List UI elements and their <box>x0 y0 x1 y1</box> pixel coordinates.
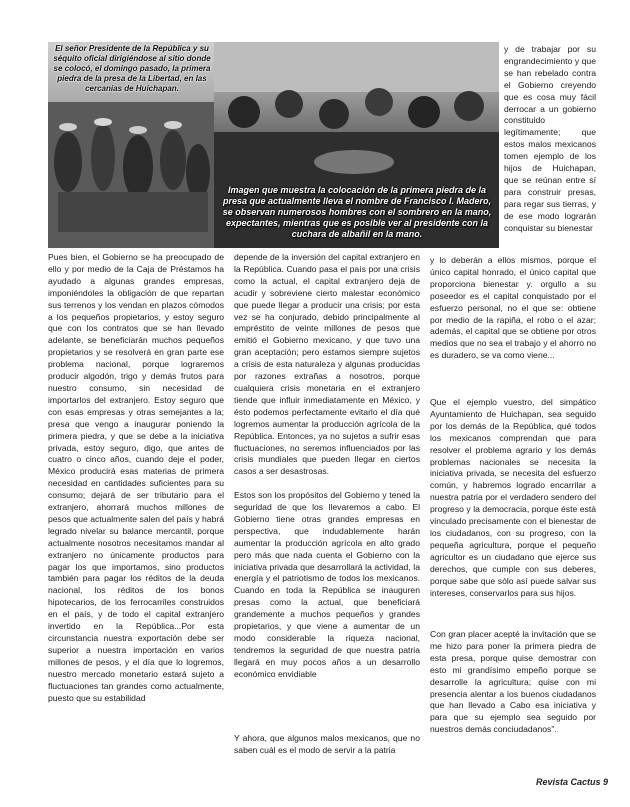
page-footer: Revista Cactus 9 <box>535 777 608 787</box>
article-column-3-paragraph-3: Con gran placer acepté la invitación que se me hizo para poner la primera piedra de esta presa, porque quise demostrar con esto mi grandísimo empeño porque se desarrolle la agricultura; quise con mi presencia alentar a los buenos ciudadanos que han llevado a Cabo esa iniciativa y para que su ejemplo sea seguido por nuestros demás conciudadanos". <box>430 629 596 735</box>
article-column-3-paragraph-1: y lo deberán a ellos mismos, porque el único capital honrado, el único capital que proporciona bienestar y. orgullo a su poseedor es el capital conquistado por el esfuerzo personal, no el que se: obtiene por medio de la rapiña, el robo o el azar; además, el capital que se obtiene por otros medios que no sea el trabajo y el ahorro no es duradero, se va como viene... <box>430 255 596 361</box>
article-column-3-paragraph-2: Que el ejemplo vuestro, del simpático Ayuntamiento de Huichapan, sea seguido por los demás de la República, qué todos los mexicanos comprendan que para resolver el problema agrario y los demás problemas nacionales se necesita la iniciativa privada, se necesita del esfuerzo común, y habremos logrado encarrilar a nuestra patria por el verdadero sendero del progreso y la democracia, porque éste está vinculado precisamente con el bienestar de los ciudadanos, con su progreso, con la pequeña agricultura, porque el pequeño agricultor es un ciudadano que ejerce sus derechos, que cumple con sus deberes, porque sabe que sólo así puede salvar sus intereses, conservarlos para sus hijos. <box>430 397 596 598</box>
article-column-1: Pues bien, el Gobierno se ha preocupado de ello y por medio de la Caja de Préstamos ha ayudado a algunas grandes empresas, imponiéndoles la obligación de que repartan sus terrenos y los vendan en plazos cómodos a los pequeños propietarios, y estoy seguro que con los contratos que se han llevado adelante, se beneficiarán muchos pequeños propietarios y se resolverá en gran parte ese problema nacional, porque lograremos producir algodón, trigo y demás frutos para nuestro consumo, sin necesidad de importarlos del extranjero. Estoy seguro que con esas empresas y otras semejantes a la; presa que vengo a inaugurar poniendo la primera piedra, y que se debe a la iniciativa privada, estoy seguro, digo, que antes de cuatro o cinco años, cuando deje el poder, México producirá esas materias de primera necesidad en cantidades suficientes para su consumo; dejará de ser tributario para el extranjero, ahorrará muchos millones de pesos que actualmente salen del país y habrá legrado nivelar su balance mercantil, porque actualmente nosotros necesitamos mandar al extranjero no únicamente productos para pagar los que importamos, sino productos también para pagar los réditos de la deuda nacional, los réditos de los bonos hipotecarios, de los ferrocarriles construidos en el país, y de todo el capital extranjero invertido en la República...Por esta circunstancia nuestra exportación debe ser superior a nuestra importación en varios millones de pesos, y el día que lo logremos, nuestro mercado monetario estará sujeto a fluctuaciones tan grandes como actualmente, puesto que su estabilidad <box>48 252 224 703</box>
photo1-caption: El señor Presidente de la República y su séquito oficial dirigiéndose al sitio donde se colocó, el domingo pasado, la primera piedra de la presa de la Libertad, en las cercanías de Huichapan. <box>53 44 211 93</box>
article-column-3-top: y de trabajar por su engrandecimiento y que se han rebelado contra el Gobierno creyendo que es cosa muy fácil derrocar a un gobierno constituido legítimamente; que estos malos mexicanos tomen ejemplo de los hijos de Huichapan, que se reúnan entre sí para construir presas, para regar sus tierras, y de ese modo lograrán conquistar su bienestar <box>504 44 596 233</box>
article-column-2: depende de la inversión del capital extranjero en la República. Cuando pasa el país por una crisis como la actual, el capital extranjero deja de acudir y sobreviene cierto malestar económico que puede llegar a producir una crisis; por esta vez se ha conjurado, debido principalmente al empréstito de veinte millones de pesos que emitió el Gobierno mexicano, y que tuvo una gran aceptación; pero estamos siempre sujetos a crisis de esta naturaleza y algunas producidas por razones extrañas a nosotros, porque cualquiera crisis monetaria en el extranjero tiende que influir inmediatamente en México, y ésto podemos perfectamente evitarlo el día qué logremos aumentar la producción agrícola de la República. Entonces, ya no sujetos a sufrir esas fluctuaciones, no seremos influenciados por las crisis mundiales que pueden llegar en ciertos casos a ser desastrosas. Estos son los propósitos del Gobierno y tened la seguridad de que los llevaremos a cabo. El Gobierno tiene otras grandes empresas en perspectiva, que indudablemente harán aumentar la producción agrícola en alto grado pero más que nada cuenta el Gobierno con la iniciativa privada que desarrollará la actividad, la energía y el patriotismo de todos los mexicanos. Cuando en toda la República se inauguren presas como la actual, que beneficiará grandemente a muchos pequeños y grandes propietarios, y que viene a aumentar de un modo considerable la riqueza nacional, tendremos la seguridad de que nuestra patria llegará en muy pocos años a un desarrollo económico envidiable <box>234 252 420 679</box>
article-column-2-end: Y ahora, que algunos malos mexicanos, que no saben cuál es el modo de servir a la patria <box>234 733 420 755</box>
photo2-caption: Imagen que muestra la colocación de la primera piedra de la presa que actualmente lleva el nombre de Francisco I. Madero, se observan numerosos hombres con el sombrero en la mano, expectantes, mientras que es posible ver al presidente con la cuchara de albañil en la mano. <box>222 185 492 239</box>
